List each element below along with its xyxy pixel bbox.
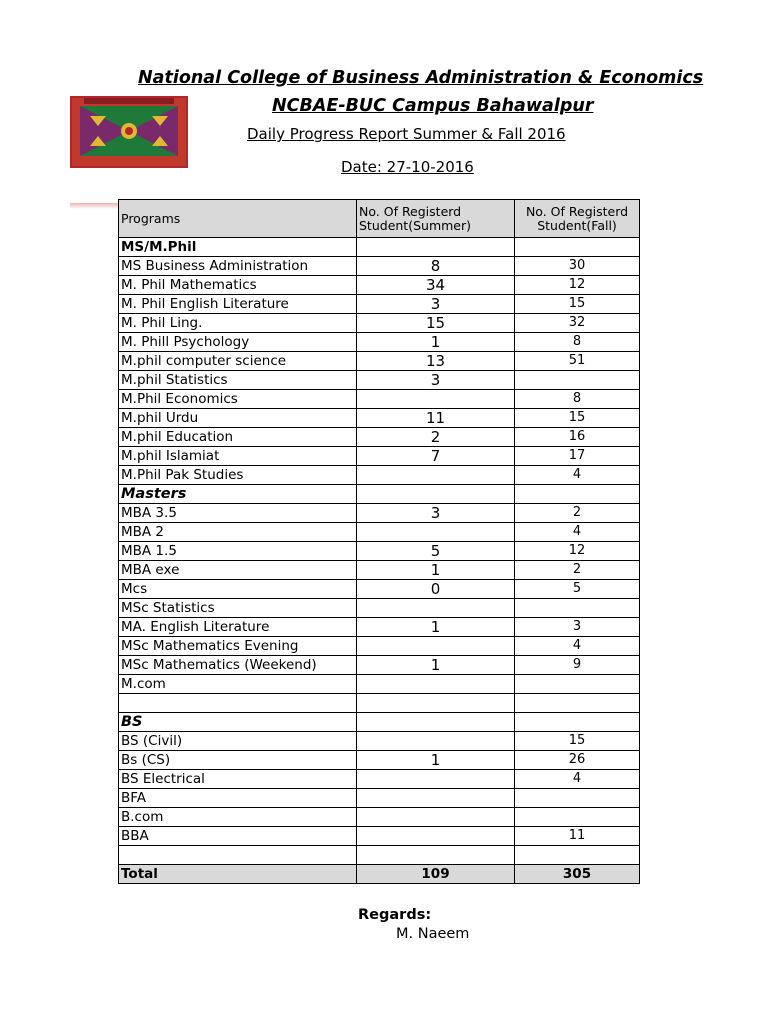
table-row xyxy=(119,295,640,314)
fall-cell: 11 xyxy=(515,827,640,846)
summer-cell xyxy=(357,694,515,713)
fall-cell xyxy=(515,675,640,694)
table-row xyxy=(119,808,640,827)
program-cell: M.phil Urdu xyxy=(119,409,357,428)
report-title: Daily Progress Report Summer & Fall 2016 xyxy=(247,125,566,143)
fall-cell: 17 xyxy=(515,447,640,466)
summer-cell: 8 xyxy=(357,257,515,276)
summer-cell xyxy=(357,523,515,542)
program-cell: Masters xyxy=(119,485,357,504)
program-cell: BS xyxy=(119,713,357,732)
table-row xyxy=(119,276,640,295)
table-row xyxy=(119,770,640,789)
program-cell: BS (Civil) xyxy=(119,732,357,751)
table-row xyxy=(119,466,640,485)
program-cell: MSc Mathematics (Weekend) xyxy=(119,656,357,675)
table-row xyxy=(119,352,640,371)
fall-cell: 30 xyxy=(515,257,640,276)
fall-cell: 8 xyxy=(515,390,640,409)
summer-cell: 1 xyxy=(357,333,515,352)
summer-cell: 1 xyxy=(357,561,515,580)
summer-cell xyxy=(357,732,515,751)
section-row xyxy=(119,713,640,732)
summer-cell: 3 xyxy=(357,371,515,390)
summer-cell: 0 xyxy=(357,580,515,599)
program-cell: MS Business Administration xyxy=(119,257,357,276)
summer-cell: 1 xyxy=(357,751,515,770)
fall-cell: 12 xyxy=(515,542,640,561)
table-row xyxy=(119,428,640,447)
summer-cell: 1 xyxy=(357,618,515,637)
table-row xyxy=(119,333,640,352)
summer-cell xyxy=(357,485,515,504)
table-row xyxy=(119,846,640,865)
fall-cell xyxy=(515,808,640,827)
summer-cell xyxy=(357,846,515,865)
table-row xyxy=(119,542,640,561)
program-cell: MSc Statistics xyxy=(119,599,357,618)
fall-cell xyxy=(515,694,640,713)
summer-cell: 7 xyxy=(357,447,515,466)
summer-cell: 13 xyxy=(357,352,515,371)
fall-cell: 9 xyxy=(515,656,640,675)
summer-cell: 34 xyxy=(357,276,515,295)
program-cell: M.Phil Economics xyxy=(119,390,357,409)
program-cell: M. Phill Psychology xyxy=(119,333,357,352)
summer-cell: 3 xyxy=(357,504,515,523)
registration-table xyxy=(118,199,640,884)
table-row xyxy=(119,561,640,580)
summer-cell: 5 xyxy=(357,542,515,561)
program-cell xyxy=(119,846,357,865)
summer-cell: 11 xyxy=(357,409,515,428)
summer-cell: 15 xyxy=(357,314,515,333)
table-body xyxy=(119,200,640,884)
report-date: Date: 27-10-2016 xyxy=(341,158,474,176)
summer-cell xyxy=(357,808,515,827)
program-cell: M.com xyxy=(119,675,357,694)
fall-cell xyxy=(515,846,640,865)
fall-cell: 16 xyxy=(515,428,640,447)
program-cell: MBA 2 xyxy=(119,523,357,542)
table-row xyxy=(119,789,640,808)
crest-icon xyxy=(70,96,188,186)
program-cell: B.com xyxy=(119,808,357,827)
signer-name: M. Naeem xyxy=(396,926,470,942)
fall-cell: 4 xyxy=(515,523,640,542)
table-row xyxy=(119,618,640,637)
summer-cell xyxy=(357,675,515,694)
program-cell: M.Phil Pak Studies xyxy=(119,466,357,485)
header-fall: No. Of Registerd Student(Fall) xyxy=(515,200,640,238)
total-summer: 109 xyxy=(357,865,515,884)
fall-cell: 51 xyxy=(515,352,640,371)
table-row xyxy=(119,732,640,751)
fall-cell xyxy=(515,789,640,808)
summer-cell xyxy=(357,827,515,846)
program-cell xyxy=(119,694,357,713)
fall-cell: 15 xyxy=(515,732,640,751)
section-row xyxy=(119,238,640,257)
table-row xyxy=(119,523,640,542)
program-cell: MS/M.Phil xyxy=(119,238,357,257)
program-cell: BFA xyxy=(119,789,357,808)
fall-cell: 2 xyxy=(515,561,640,580)
program-cell: MBA exe xyxy=(119,561,357,580)
table-header-row xyxy=(119,200,640,238)
summer-cell xyxy=(357,637,515,656)
table-row xyxy=(119,390,640,409)
table-row xyxy=(119,371,640,390)
summer-cell xyxy=(357,770,515,789)
fall-cell xyxy=(515,713,640,732)
table-row xyxy=(119,599,640,618)
fall-cell: 15 xyxy=(515,409,640,428)
program-cell: M. Phil English Literature xyxy=(119,295,357,314)
fall-cell xyxy=(515,485,640,504)
fall-cell xyxy=(515,238,640,257)
table-row xyxy=(119,314,640,333)
summer-cell xyxy=(357,789,515,808)
fall-cell: 4 xyxy=(515,637,640,656)
table-row xyxy=(119,827,640,846)
table-row xyxy=(119,637,640,656)
program-cell: M.phil computer science xyxy=(119,352,357,371)
fall-cell: 15 xyxy=(515,295,640,314)
table-row xyxy=(119,751,640,770)
program-cell: MSc Mathematics Evening xyxy=(119,637,357,656)
header-summer: No. Of Registerd Student(Summer) xyxy=(357,200,515,238)
program-cell: M.phil Education xyxy=(119,428,357,447)
summer-cell xyxy=(357,713,515,732)
campus-title: NCBAE-BUC Campus Bahawalpur xyxy=(272,96,594,116)
program-cell: Mcs xyxy=(119,580,357,599)
college-logo xyxy=(70,96,188,186)
summer-cell xyxy=(357,238,515,257)
table-row xyxy=(119,675,640,694)
summer-cell xyxy=(357,390,515,409)
program-cell: MA. English Literature xyxy=(119,618,357,637)
fall-cell: 2 xyxy=(515,504,640,523)
table-row xyxy=(119,580,640,599)
table-row xyxy=(119,447,640,466)
summer-cell xyxy=(357,466,515,485)
fall-cell xyxy=(515,599,640,618)
header-programs: Programs xyxy=(119,200,357,238)
fall-cell: 4 xyxy=(515,466,640,485)
fall-cell: 3 xyxy=(515,618,640,637)
fall-cell: 4 xyxy=(515,770,640,789)
summer-cell: 1 xyxy=(357,656,515,675)
program-cell: MBA 1.5 xyxy=(119,542,357,561)
total-label: Total xyxy=(119,865,357,884)
table-row xyxy=(119,694,640,713)
table-row xyxy=(119,409,640,428)
college-title: National College of Business Administration & Economics xyxy=(138,68,704,88)
regards-label: Regards: xyxy=(358,907,432,923)
program-cell: M.phil Islamiat xyxy=(119,447,357,466)
program-cell: MBA 3.5 xyxy=(119,504,357,523)
fall-cell: 32 xyxy=(515,314,640,333)
total-fall: 305 xyxy=(515,865,640,884)
fall-cell: 26 xyxy=(515,751,640,770)
fall-cell: 12 xyxy=(515,276,640,295)
program-cell: M. Phil Ling. xyxy=(119,314,357,333)
table-row xyxy=(119,257,640,276)
summer-cell: 3 xyxy=(357,295,515,314)
fall-cell: 5 xyxy=(515,580,640,599)
program-cell: M.phil Statistics xyxy=(119,371,357,390)
section-row xyxy=(119,485,640,504)
program-cell: BBA xyxy=(119,827,357,846)
table-row xyxy=(119,656,640,675)
summer-cell: 2 xyxy=(357,428,515,447)
fall-cell: 8 xyxy=(515,333,640,352)
total-row xyxy=(119,865,640,884)
table-row xyxy=(119,504,640,523)
program-cell: BS Electrical xyxy=(119,770,357,789)
program-cell: M. Phil Mathematics xyxy=(119,276,357,295)
program-cell: Bs (CS) xyxy=(119,751,357,770)
summer-cell xyxy=(357,599,515,618)
fall-cell xyxy=(515,371,640,390)
